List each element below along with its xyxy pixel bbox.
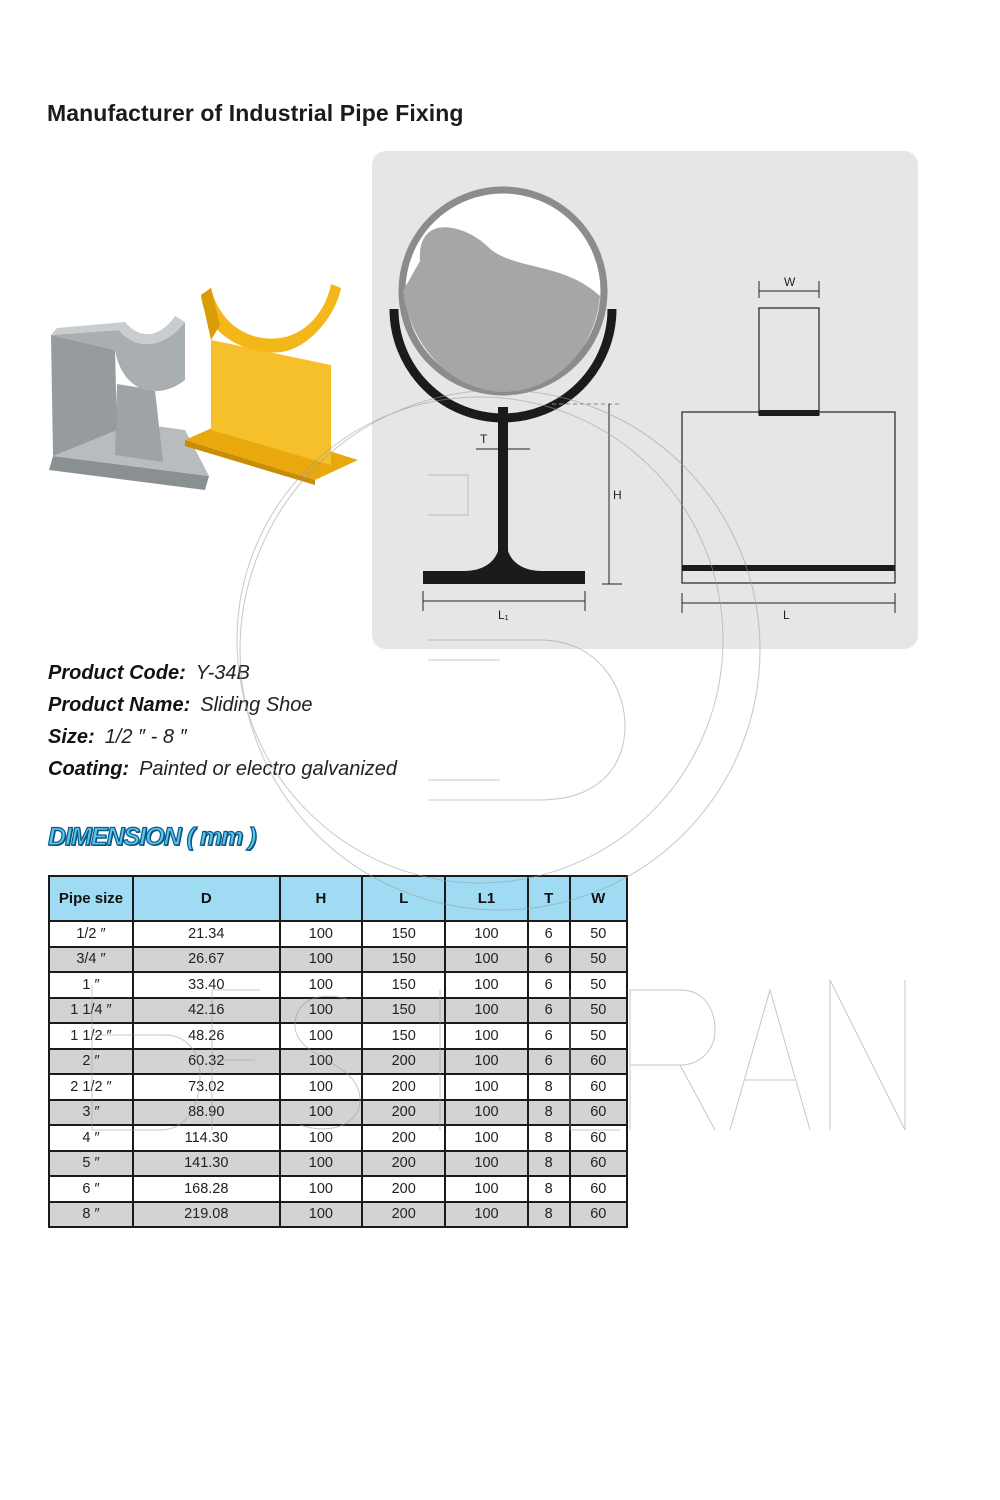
front-web	[759, 308, 819, 415]
cell-h: 100	[280, 1023, 363, 1049]
cell-l1: 100	[445, 1049, 528, 1075]
cell-l1: 100	[445, 972, 528, 998]
cell-pipe-size: 2 ″	[49, 1049, 133, 1075]
dimension-table	[48, 875, 628, 1228]
cell-t: 8	[528, 1125, 570, 1151]
cell-l: 200	[362, 1125, 445, 1151]
cell-h: 100	[280, 1049, 363, 1075]
cell-d: 141.30	[133, 1151, 280, 1177]
table-row	[49, 1151, 627, 1177]
cell-w: 50	[570, 1023, 627, 1049]
cell-pipe-size: 1 1/2 ″	[49, 1023, 133, 1049]
table-row	[49, 1125, 627, 1151]
cell-h: 100	[280, 1176, 363, 1202]
cell-pipe-size: 8 ″	[49, 1202, 133, 1228]
cell-l: 200	[362, 1202, 445, 1228]
cell-w: 50	[570, 998, 627, 1024]
cell-l: 150	[362, 921, 445, 947]
cell-d: 88.90	[133, 1100, 280, 1126]
header-l1: L1	[445, 876, 528, 921]
cell-pipe-size: 4 ″	[49, 1125, 133, 1151]
table-row	[49, 1023, 627, 1049]
page-title: Manufacturer of Industrial Pipe Fixing	[47, 100, 464, 126]
dimension-title: DIMENSION ( mm )	[48, 823, 256, 851]
galvanized-shoe-image	[49, 316, 209, 490]
cell-w: 60	[570, 1100, 627, 1126]
cell-d: 168.28	[133, 1176, 280, 1202]
header-l: L	[362, 876, 445, 921]
cell-l1: 100	[445, 1151, 528, 1177]
table-row	[49, 1202, 627, 1228]
cell-l1: 100	[445, 1074, 528, 1100]
cell-pipe-size: 1 ″	[49, 972, 133, 998]
web-plate	[498, 407, 508, 567]
cell-h: 100	[280, 1202, 363, 1228]
product-specs	[48, 660, 397, 788]
cell-w: 60	[570, 1151, 627, 1177]
cell-h: 100	[280, 1125, 363, 1151]
cell-h: 100	[280, 1100, 363, 1126]
cell-t: 6	[528, 947, 570, 973]
cell-w: 50	[570, 921, 627, 947]
cell-h: 100	[280, 998, 363, 1024]
cell-t: 8	[528, 1100, 570, 1126]
spec-size: Size: 1/2 ″ - 8 ″	[48, 726, 187, 748]
cell-h: 100	[280, 972, 363, 998]
cell-w: 50	[570, 947, 627, 973]
cell-l1: 100	[445, 921, 528, 947]
cell-t: 8	[528, 1151, 570, 1177]
cell-t: 6	[528, 1049, 570, 1075]
cell-l: 150	[362, 1023, 445, 1049]
cell-w: 60	[570, 1176, 627, 1202]
table-header-row	[49, 876, 627, 921]
cell-d: 33.40	[133, 972, 280, 998]
cell-h: 100	[280, 1074, 363, 1100]
table-row	[49, 921, 627, 947]
cell-t: 6	[528, 972, 570, 998]
dimension-label-l: L	[783, 608, 790, 622]
cell-h: 100	[280, 1151, 363, 1177]
cell-l1: 100	[445, 947, 528, 973]
cell-l: 150	[362, 998, 445, 1024]
table-row	[49, 972, 627, 998]
product-photos	[45, 280, 365, 500]
dimension-label-h: H	[613, 488, 622, 502]
header-pipe-size: Pipe size	[49, 876, 133, 921]
header-d: D	[133, 876, 280, 921]
painted-shoe-image	[185, 284, 358, 485]
cell-l1: 100	[445, 1125, 528, 1151]
cell-pipe-size: 1 1/4 ″	[49, 998, 133, 1024]
cell-w: 60	[570, 1074, 627, 1100]
header-w: W	[570, 876, 627, 921]
cell-d: 73.02	[133, 1074, 280, 1100]
table-row	[49, 947, 627, 973]
cell-pipe-size: 2 1/2 ″	[49, 1074, 133, 1100]
cell-l1: 100	[445, 1202, 528, 1228]
cell-l: 200	[362, 1176, 445, 1202]
cell-t: 8	[528, 1176, 570, 1202]
cell-l1: 100	[445, 1176, 528, 1202]
base-plate	[423, 571, 585, 584]
spec-product-code: Product Code: Y-34B	[48, 662, 250, 684]
cell-l1: 100	[445, 998, 528, 1024]
cell-l: 200	[362, 1049, 445, 1075]
table-row	[49, 1074, 627, 1100]
cell-l1: 100	[445, 1023, 528, 1049]
table-row	[49, 998, 627, 1024]
cell-l1: 100	[445, 1100, 528, 1126]
spec-coating: Coating: Painted or electro galvanized	[48, 758, 398, 780]
cell-t: 6	[528, 1023, 570, 1049]
spec-product-name: Product Name: Sliding Shoe	[48, 694, 313, 716]
cell-t: 8	[528, 1202, 570, 1228]
table-row	[49, 1049, 627, 1075]
header-h: H	[280, 876, 363, 921]
cell-pipe-size: 5 ″	[49, 1151, 133, 1177]
technical-drawing	[372, 151, 918, 649]
table-row	[49, 1176, 627, 1202]
header-t: T	[528, 876, 570, 921]
cell-w: 60	[570, 1125, 627, 1151]
cell-d: 48.26	[133, 1023, 280, 1049]
cell-d: 114.30	[133, 1125, 280, 1151]
dimension-label-w: W	[784, 275, 796, 289]
dimension-label-t: T	[480, 432, 488, 446]
cell-t: 6	[528, 998, 570, 1024]
cell-w: 60	[570, 1049, 627, 1075]
cell-d: 219.08	[133, 1202, 280, 1228]
cell-t: 6	[528, 921, 570, 947]
cell-l: 200	[362, 1074, 445, 1100]
dimension-label-l1: L₁	[498, 608, 509, 622]
cell-pipe-size: 1/2 ″	[49, 921, 133, 947]
cell-l: 200	[362, 1151, 445, 1177]
cell-l: 150	[362, 972, 445, 998]
table-row	[49, 1100, 627, 1126]
technical-drawing-panel	[372, 151, 918, 649]
cell-w: 60	[570, 1202, 627, 1228]
cell-l: 200	[362, 1100, 445, 1126]
cell-w: 50	[570, 972, 627, 998]
front-base	[682, 412, 895, 583]
cell-d: 42.16	[133, 998, 280, 1024]
cell-h: 100	[280, 921, 363, 947]
cell-pipe-size: 6 ″	[49, 1176, 133, 1202]
cell-pipe-size: 3/4 ″	[49, 947, 133, 973]
cell-h: 100	[280, 947, 363, 973]
cell-d: 21.34	[133, 921, 280, 947]
cell-t: 8	[528, 1074, 570, 1100]
cell-pipe-size: 3 ″	[49, 1100, 133, 1126]
cell-d: 60.32	[133, 1049, 280, 1075]
cell-d: 26.67	[133, 947, 280, 973]
cell-l: 150	[362, 947, 445, 973]
